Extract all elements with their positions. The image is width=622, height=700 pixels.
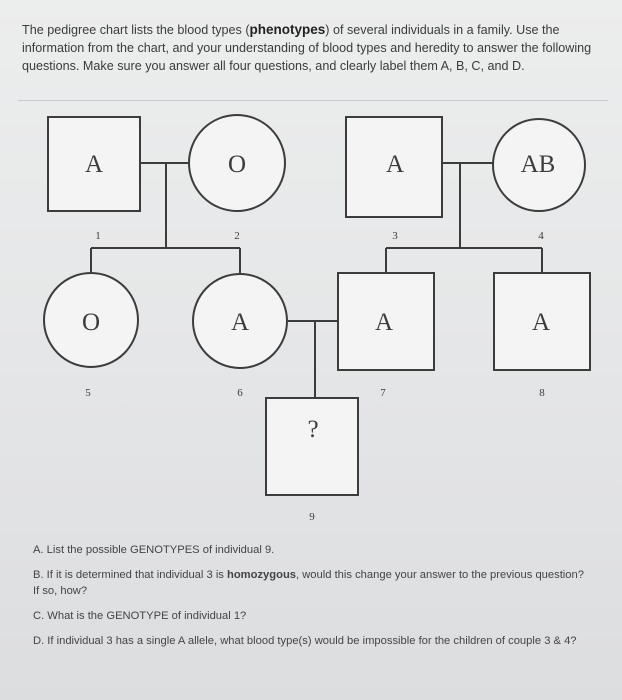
question-d: D. If individual 3 has a single A allele, what blood type(s) would be impossible for the children of couple 3 & 4? <box>33 635 577 647</box>
individual-number-4: 4 <box>538 230 544 242</box>
intro-text-end: ) of several individuals in a family. Use the information from the chart, and your understanding of blood types and heredity to answer the following questions. Make sure you answer all four questions, and clearly label them A, B, C, and D. <box>22 23 592 73</box>
individual-number-6: 6 <box>237 387 243 399</box>
individual-number-2: 2 <box>234 230 240 242</box>
individual-number-5: 5 <box>85 387 91 399</box>
individual-9-square <box>266 398 358 495</box>
phenotype-6: A <box>230 309 250 336</box>
question-b-start: B. If it is determined that individual 3 is <box>33 569 228 581</box>
individual-number-1: 1 <box>95 230 101 242</box>
question-b-bold: homozygous <box>227 569 297 581</box>
phenotype-7: A <box>374 309 394 336</box>
individual-number-8: 8 <box>539 387 545 399</box>
individual-number-7: 7 <box>380 387 386 399</box>
individual-number-9: 9 <box>309 511 315 523</box>
individual-number-3: 3 <box>392 230 398 242</box>
phenotype-9: ? <box>307 416 319 443</box>
phenotype-3: A <box>385 151 405 178</box>
phenotype-4: AB <box>520 151 556 178</box>
phenotype-5: O <box>81 309 101 336</box>
question-b-end: , would this change your answer to the previous question? If so, how? <box>33 569 584 597</box>
phenotype-8: A <box>531 309 551 336</box>
question-list <box>33 542 593 658</box>
intro-bold-term: phenotypes <box>249 22 326 37</box>
question-c: C. What is the GENOTYPE of individual 1? <box>33 610 247 622</box>
question-a: A. List the possible GENOTYPES of individual 9. <box>33 544 275 556</box>
question-b <box>33 567 593 599</box>
intro-text-start: The pedigree chart lists the blood types ( <box>22 23 250 37</box>
phenotype-1: A <box>84 151 104 178</box>
phenotype-2: O <box>227 151 247 178</box>
